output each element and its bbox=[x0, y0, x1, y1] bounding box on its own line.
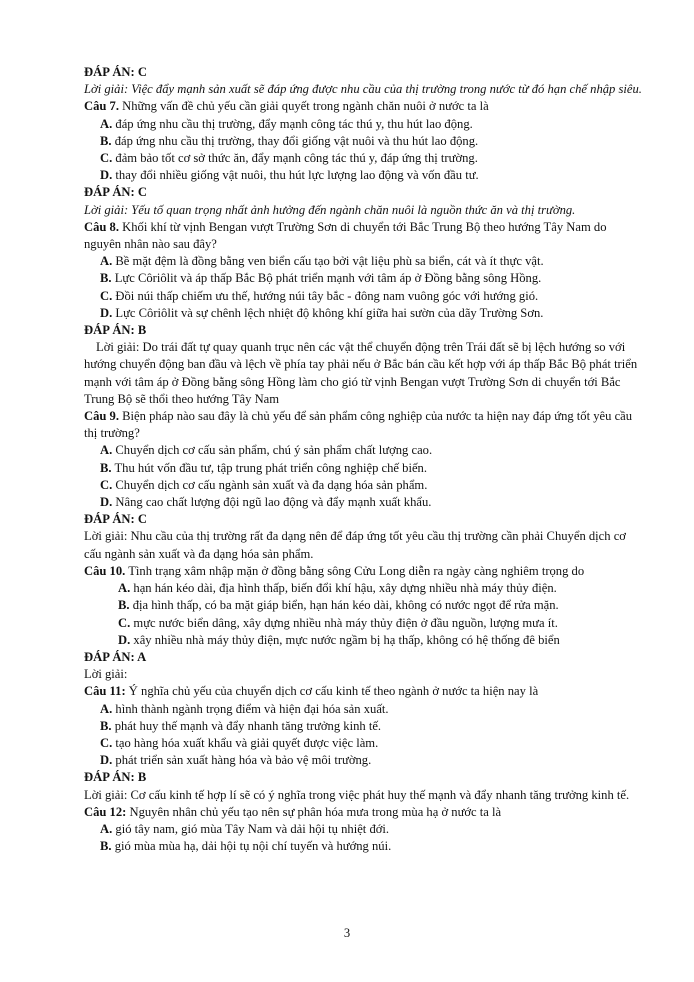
answer-key: ĐÁP ÁN: C bbox=[84, 512, 147, 527]
question-label: Câu 7. bbox=[84, 99, 119, 114]
option-text: thay đổi nhiều giống vật nuôi, thu hút lực lượng lao động và vốn đầu tư. bbox=[112, 168, 479, 183]
option-text: Lực Côriôlit và áp thấp Bắc Bộ phát triển mạnh với tâm áp ở Đồng bằng sông Hồng. bbox=[111, 271, 542, 286]
question-label: Câu 11: bbox=[84, 684, 126, 699]
question-label: Câu 12: bbox=[84, 804, 127, 819]
option-letter: D. bbox=[100, 753, 113, 768]
question-text: Tình trạng xâm nhập mặn ở đồng bằng sông Cửu Long diễn ra ngày càng nghiêm trọng do bbox=[125, 563, 585, 578]
solution-text: Lời giải: Việc đẩy mạnh sản xuất sẽ đáp ứng được nhu cầu của thị trường trong nước từ đó hạn chế nhập siêu. bbox=[84, 82, 642, 97]
answer-option bbox=[84, 150, 644, 167]
answer-option bbox=[84, 580, 644, 597]
option-letter: A. bbox=[100, 443, 113, 458]
answer-key: ĐÁP ÁN: B bbox=[84, 770, 147, 785]
question-text: Những vấn đề chủ yếu cần giải quyết trong ngành chăn nuôi ở nước ta là bbox=[119, 99, 489, 114]
answer-option bbox=[84, 116, 644, 133]
question bbox=[84, 408, 644, 442]
option-letter: B. bbox=[100, 271, 112, 286]
page-number: 3 bbox=[343, 926, 351, 940]
answer-option bbox=[84, 752, 644, 769]
option-text: hình thành ngành trọng điểm và hiện đại hóa sản xuất. bbox=[112, 701, 389, 716]
option-letter: D. bbox=[100, 495, 113, 510]
answer-option bbox=[84, 735, 644, 752]
question-text: Nguyên nhân chủ yếu tạo nên sự phân hóa mưa trong mùa hạ ở nước ta là bbox=[126, 804, 502, 819]
option-text: Thu hút vốn đầu tư, tập trung phát triển công nghiệp chế biến. bbox=[111, 460, 427, 475]
answer-option bbox=[84, 494, 644, 511]
answer-key: ĐÁP ÁN: C bbox=[84, 185, 147, 200]
question-label: Câu 10. bbox=[84, 563, 126, 578]
answer-option bbox=[84, 305, 644, 322]
answer-option bbox=[84, 597, 644, 614]
option-text: gió tây nam, gió mùa Tây Nam và dải hội tụ nhiệt đới. bbox=[112, 821, 390, 836]
option-letter: C. bbox=[100, 477, 113, 492]
answer-option bbox=[84, 838, 644, 855]
option-text: mực nước biển dâng, xây dựng nhiều nhà máy thủy điện ở đầu nguồn, lượng mưa ít. bbox=[130, 615, 558, 630]
option-letter: D. bbox=[118, 632, 131, 647]
question-label: Câu 8. bbox=[84, 219, 119, 234]
question-text: Khối khí từ vịnh Bengan vượt Trường Sơn di chuyển tới Bắc Trung Bộ theo hướng Tây Nam do nguyên nhân nào sau đây? bbox=[84, 219, 607, 252]
option-letter: B. bbox=[100, 718, 112, 733]
answer-key: ĐÁP ÁN: A bbox=[84, 649, 147, 664]
answer-option bbox=[84, 718, 644, 735]
answer-option bbox=[84, 632, 644, 649]
solution-text: Lời giải: Yếu tố quan trọng nhất ảnh hưởng đến ngành chăn nuôi là nguồn thức ăn và thị trường. bbox=[84, 202, 576, 217]
question bbox=[84, 683, 644, 700]
option-text: xây nhiều nhà máy thủy điện, mực nước ngầm bị hạ thấp, không có hệ thống đê biển bbox=[130, 632, 560, 647]
option-text: đáp ứng nhu cầu thị trường, thay đổi giống vật nuôi và thu hút lao động. bbox=[111, 133, 479, 148]
option-text: Nâng cao chất lượng đội ngũ lao động và đẩy mạnh xuất khẩu. bbox=[112, 495, 432, 510]
option-letter: A. bbox=[100, 701, 113, 716]
option-letter: A. bbox=[100, 254, 113, 269]
option-text: Chuyển dịch cơ cấu ngành sản xuất và đa dạng hóa sản phẩm. bbox=[112, 477, 428, 492]
option-text: tạo hàng hóa xuất khẩu và giải quyết được việc làm. bbox=[112, 735, 379, 750]
option-letter: B. bbox=[100, 460, 112, 475]
answer-option bbox=[84, 615, 644, 632]
option-text: Lực Côriôlit và sự chênh lệch nhiệt độ không khí giữa hai sườn của dãy Trường Sơn. bbox=[112, 305, 544, 320]
answer-option bbox=[84, 253, 644, 270]
answer-key: ĐÁP ÁN: C bbox=[84, 65, 147, 79]
solution-text: Lời giải: Nhu cầu của thị trường rất đa dạng nên để đáp ứng tốt yêu cầu thị trường cần phải Chuyển dịch cơ cấu ngành sản xuất và đa dạng hóa sản phẩm. bbox=[84, 529, 626, 561]
answer-option bbox=[84, 288, 644, 305]
option-text: đáp ứng nhu cầu thị trường, đẩy mạnh công tác thú y, thu hút lao động. bbox=[112, 116, 473, 131]
answer-option bbox=[84, 270, 644, 287]
option-letter: A. bbox=[100, 821, 113, 836]
option-text: phát huy thế mạnh và đẩy nhanh tăng trưởng kinh tế. bbox=[111, 718, 382, 733]
question bbox=[84, 804, 644, 821]
option-text: đảm bảo tốt cơ sở thức ăn, đẩy mạnh công tác thú y, đáp ứng thị trường. bbox=[112, 151, 478, 166]
question-label: Câu 9. bbox=[84, 409, 119, 424]
option-letter: C. bbox=[100, 735, 113, 750]
option-letter: B. bbox=[118, 598, 130, 613]
question bbox=[84, 219, 644, 253]
option-text: địa hình thấp, có ba mặt giáp biển, hạn hán kéo dài, không có nước ngọt để rửa mặn. bbox=[129, 598, 559, 613]
option-letter: C. bbox=[100, 288, 113, 303]
option-letter: C. bbox=[100, 151, 113, 166]
question bbox=[84, 98, 644, 115]
option-text: Bề mặt đệm là đồng bằng ven biển cấu tạo bởi vật liệu phù sa biển, cát và ít thực vật. bbox=[112, 254, 544, 269]
answer-option bbox=[84, 701, 644, 718]
option-letter: B. bbox=[100, 839, 112, 854]
option-letter: C. bbox=[118, 615, 131, 630]
question-text: Biện pháp nào sau đây là chủ yếu để sản phẩm công nghiệp của nước ta hiện nay đáp ứng tốt yêu cầu thị trường? bbox=[84, 409, 633, 441]
answer-option bbox=[84, 821, 644, 838]
answer-option bbox=[84, 442, 644, 459]
answer-option bbox=[84, 133, 644, 150]
option-text: hạn hán kéo dài, địa hình thấp, biến đổi khí hậu, xây dựng nhiều nhà máy thủy điện. bbox=[130, 581, 557, 596]
question bbox=[84, 563, 644, 580]
option-text: gió mùa mùa hạ, dải hội tụ nội chí tuyến và hướng núi. bbox=[111, 839, 392, 854]
option-letter: A. bbox=[100, 116, 113, 131]
solution-text: Lời giải: Do trái đất tự quay quanh trục nên các vật thể chuyển động trên Trái đất sẽ bị lệch hướng so với hướng chuyển động ban đầu và lệch về phía tay phải nếu ở Bắc bán cầu kết hợp với áp thấp Bắc Bộ phát triển mạnh với tâm áp ở Đồng bằng sông Hồng làm cho gió từ vịnh Bengan vượt Trường Sơn di chuyển tới Bắc Trung Bộ sẽ thổi theo hướng Tây Nam bbox=[84, 340, 638, 406]
answer-key: ĐÁP ÁN: B bbox=[84, 323, 147, 338]
option-letter: A. bbox=[118, 581, 131, 596]
option-text: Đồi núi thấp chiếm ưu thế, hướng núi tây bắc - đông nam vuông góc với hướng gió. bbox=[112, 288, 539, 303]
option-text: Chuyển dịch cơ cấu sản phẩm, chú ý sản phẩm chất lượng cao. bbox=[112, 443, 433, 458]
document-body bbox=[84, 64, 644, 855]
option-text: phát triển sản xuất hàng hóa và bảo vệ môi trường. bbox=[112, 753, 372, 768]
option-letter: D. bbox=[100, 168, 113, 183]
option-letter: D. bbox=[100, 305, 113, 320]
answer-option bbox=[84, 477, 644, 494]
option-letter: B. bbox=[100, 133, 112, 148]
answer-option bbox=[84, 460, 644, 477]
solution-text: Lời giải: bbox=[84, 667, 128, 682]
solution-text: Lời giải: Cơ cấu kinh tế hợp lí sẽ có ý nghĩa trong việc phát huy thế mạnh và đẩy nhanh tăng trưởng kinh tế. bbox=[84, 787, 630, 802]
answer-option bbox=[84, 167, 644, 184]
question-text: Ý nghĩa chủ yếu của chuyển dịch cơ cấu kinh tế theo ngành ở nước ta hiện nay là bbox=[125, 684, 539, 699]
